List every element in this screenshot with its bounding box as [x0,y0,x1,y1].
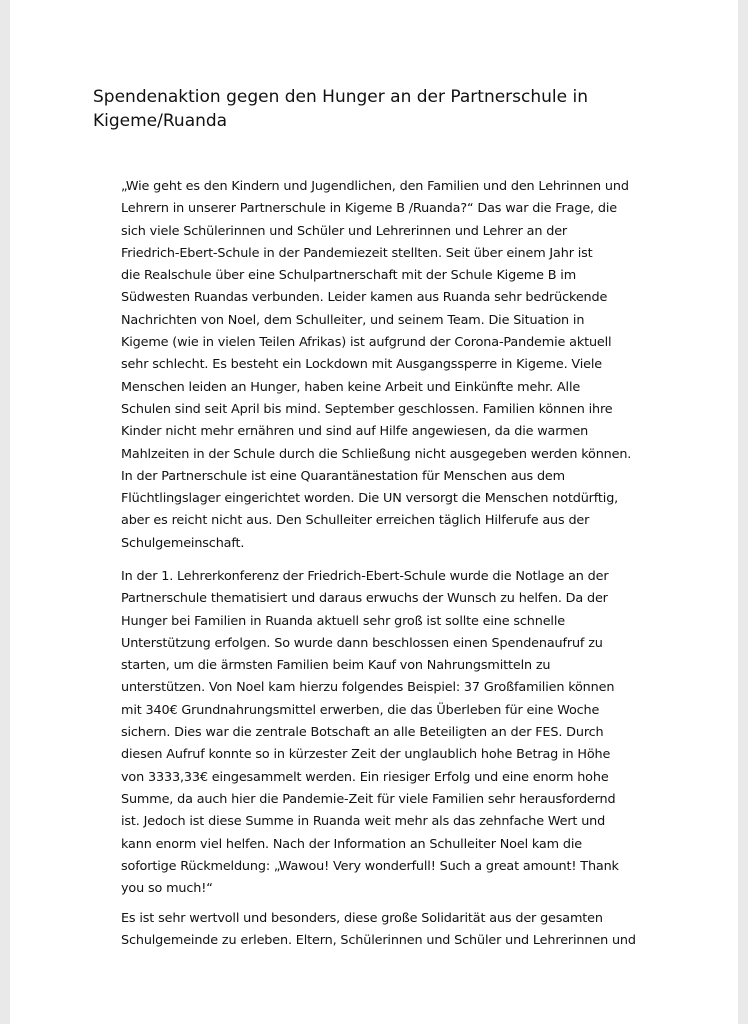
text-line: Südwesten Ruandas verbunden. Leider kamen aus Ruanda sehr bedrückende [121,290,608,306]
title-line: Spendenaktion gegen den Hunger an der Partnerschule in [93,87,589,107]
text-line: Es ist sehr wertvoll und besonders, diese große Solidarität aus der gesamten [121,911,603,926]
text-line: diesen Aufruf konnte so in kürzester Zeit der unglaublich hohe Betrag in Höhe [121,747,611,763]
text-line: you so much!“ [121,881,213,897]
text-line: starten, um die ärmsten Familien beim Kauf von Nahrungsmitteln zu [121,658,551,674]
document-title [93,85,693,133]
text-line: „Wie geht es den Kindern und Jugendlichen, den Familien und den Lehrinnen und [121,179,629,194]
paragraph-solidarity [121,908,711,953]
text-line: sofortige Rückmeldung: „Wawou! Very wonderfull! Such a great amount! Thank [121,858,619,874]
text-line: In der Partnerschule ist eine Quarantänestation für Menschen aus dem [121,468,565,484]
text-line: In der 1. Lehrerkonferenz der Friedrich-Ebert-Schule wurde die Notlage an der [121,569,609,584]
text-line: Schulgemeinde zu erleben. Eltern, Schülerinnen und Schüler und Lehrerinnen und [121,933,636,949]
document-page [10,0,738,1024]
text-line: Unterstützung erfolgen. So wurde dann beschlossen einen Spendenaufruf zu [121,635,603,651]
text-line: die Realschule über eine Schulpartnerschaft mit der Schule Kigeme B im [121,268,577,284]
text-line: Schulen sind seit April bis mind. September geschlossen. Familien können ihre [121,401,613,417]
text-line: aber es reicht nicht aus. Den Schulleiter erreichen täglich Hilferufe aus der [121,513,590,529]
text-line: sichern. Dies war die zentrale Botschaft an alle Beteiligten an der FES. Durch [121,725,604,741]
paragraph-situation [121,176,711,555]
text-line: Flüchtlingslager eingerichtet worden. Die UN versorgt die Menschen notdürftig, [121,491,619,507]
paragraph-donation-campaign [121,566,711,900]
title-line: Kigeme/Ruanda [93,111,228,131]
text-line: unterstützen. Von Noel kam hierzu folgendes Beispiel: 37 Großfamilien können [121,680,615,696]
text-line: Mahlzeiten in der Schule durch die Schließung nicht ausgegeben werden können. [121,446,632,462]
text-line: Kigeme (wie in vielen Teilen Afrikas) ist aufgrund der Corona-Pandemie aktuell [121,335,612,351]
text-line: sehr schlecht. Es besteht ein Lockdown mit Ausgangssperre in Kigeme. Viele [121,357,602,373]
text-line: kann enorm viel helfen. Nach der Information an Schulleiter Noel kam die [121,836,582,852]
text-line: mit 340€ Grundnahrungsmittel erwerben, die das Überleben für eine Woche [121,702,600,718]
text-line: Friedrich-Ebert-Schule in der Pandemiezeit stellten. Seit über einem Jahr ist [121,245,593,261]
text-line: von 3333,33€ eingesammelt werden. Ein riesiger Erfolg und eine enorm hohe [121,769,609,785]
text-line: Schulgemeinschaft. [121,535,245,551]
text-line: Lehrern in unserer Partnerschule in Kigeme B /Ruanda?“ Das war die Frage, die [121,201,617,217]
text-line: Summe, da auch hier die Pandemie-Zeit für viele Familien sehr herausfordernd [121,791,616,807]
text-line: Menschen leiden an Hunger, haben keine Arbeit und Einkünfte mehr. Alle [121,379,581,395]
text-line: Hunger bei Familien in Ruanda aktuell sehr groß ist sollte eine schnelle [121,613,565,629]
text-line: Nachrichten von Noel, dem Schulleiter, und seinem Team. Die Situation in [121,312,585,328]
text-line: Partnerschule thematisiert und daraus erwuchs der Wunsch zu helfen. Da der [121,591,608,607]
text-line: sich viele Schülerinnen und Schüler und Lehrerinnen und Lehrer an der [121,223,568,239]
text-line: ist. Jedoch ist diese Summe in Ruanda weit mehr als das zehnfache Wert und [121,814,606,830]
text-line: Kinder nicht mehr ernähren und sind auf Hilfe angewiesen, da die warmen [121,424,589,440]
